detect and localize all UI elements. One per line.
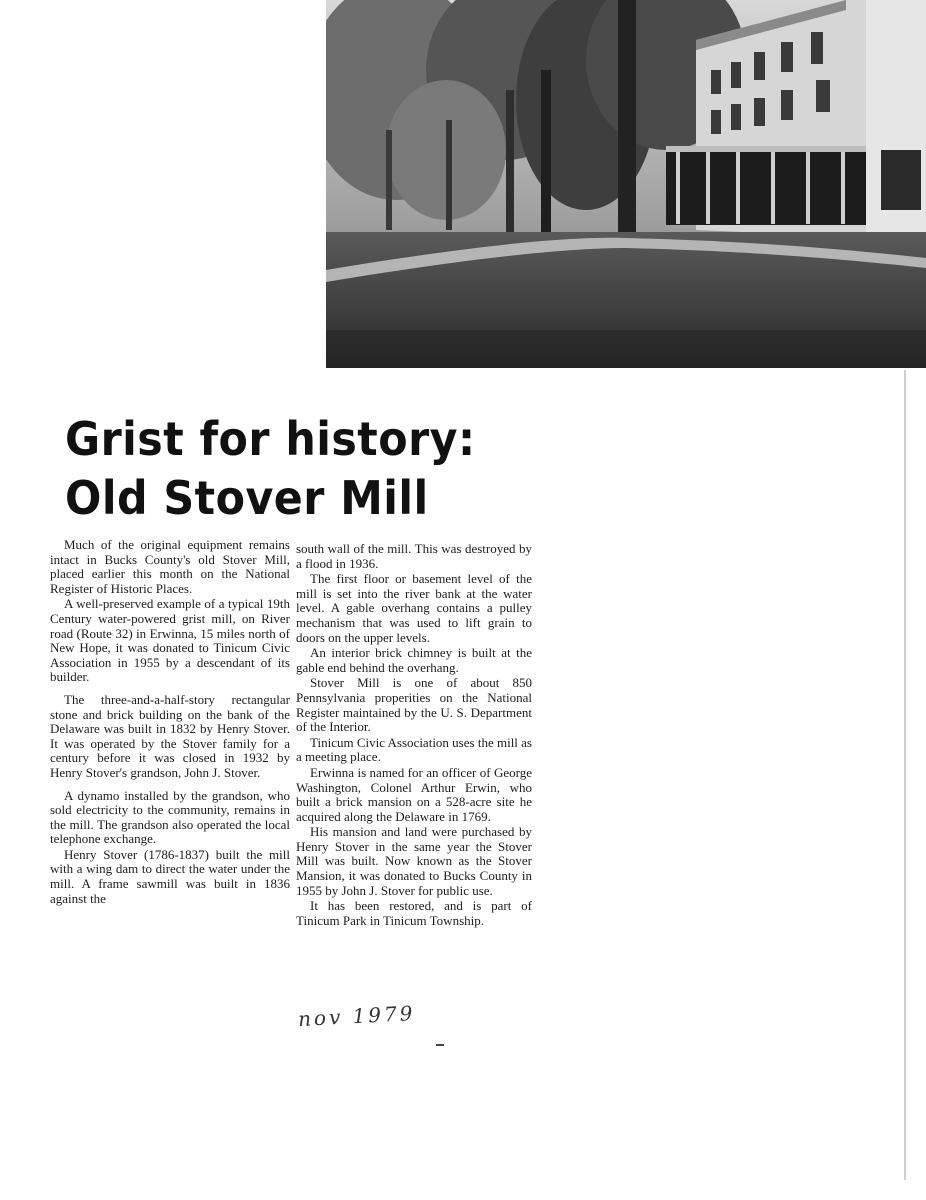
paragraph: Much of the original equipment remains intact in Bucks County's old Stover Mill, placed earlier this month on the National Register of Historic Places. [50,537,290,596]
scan-edge-line [904,370,906,1180]
article-column-left [50,538,290,907]
article-headline [65,410,502,528]
headline-line-1: Grist for history: [65,412,476,466]
newspaper-photo [326,0,926,368]
paragraph: south wall of the mill. This was destroyed by a flood in 1936. [296,541,532,571]
paragraph: Stover Mill is one of about 850 Pennsylvania properities on the National Register maintained by the U. S. Department of the Interior. [296,675,532,735]
paragraph: A well-preserved example of a typical 19th Century water-powered grist mill, on River road (Route 32) in Erwinna, 15 miles north of New Hope, it was donated to Tinicum Civic Association in 1955 by a descendant of its builder. [50,596,290,685]
paragraph: Erwinna is named for an officer of George Washington, Colonel Arthur Erwin, who built a brick mansion on a 528-acre site he acquired along the Delaware in 1769. [296,764,532,824]
paragraph: Tinicum Civic Association uses the mill as a meeting place. [296,734,532,765]
handwritten-date: nov 1979 [297,1000,417,1032]
paragraph: The three-and-a-half-story rectangular stone and brick building on the bank of the Delaware was built in 1832 by Henry Stover. It was operated by the Stover family for a century before it was closed in 1932 by Henry Stover's grandson, John J. Stover. [50,691,290,780]
paragraph: The first floor or basement level of the mill is set into the river bank at the water level. A gable overhang contains a pulley mechanism that was used to lift grain to doors on the upper levels. [296,571,532,645]
paragraph: Henry Stover (1786-1837) built the mill with a wing dam to direct the water under the mill. A frame sawmill was built in 1836 against the [50,846,290,906]
article-column-right [296,542,532,929]
paragraph: His mansion and land were purchased by Henry Stover in the same year the Stover Mill was built. Now known as the Stover Mansion, it was donated to Bucks County in 1955 by John J. Stover for public use. [296,824,532,898]
paragraph: It has been restored, and is part of Tinicum Park in Tinicum Township. [296,898,532,928]
mansion-among-trees-photo [326,0,926,368]
pen-mark [436,1044,444,1046]
headline-line-2: Old Stover Mill [65,471,429,525]
paragraph: An interior brick chimney is built at the gable end behind the overhang. [296,645,532,675]
paragraph: A dynamo installed by the grandson, who sold electricity to the community, remains in the mill. The grandson also operated the local telephone exchange. [50,787,290,847]
